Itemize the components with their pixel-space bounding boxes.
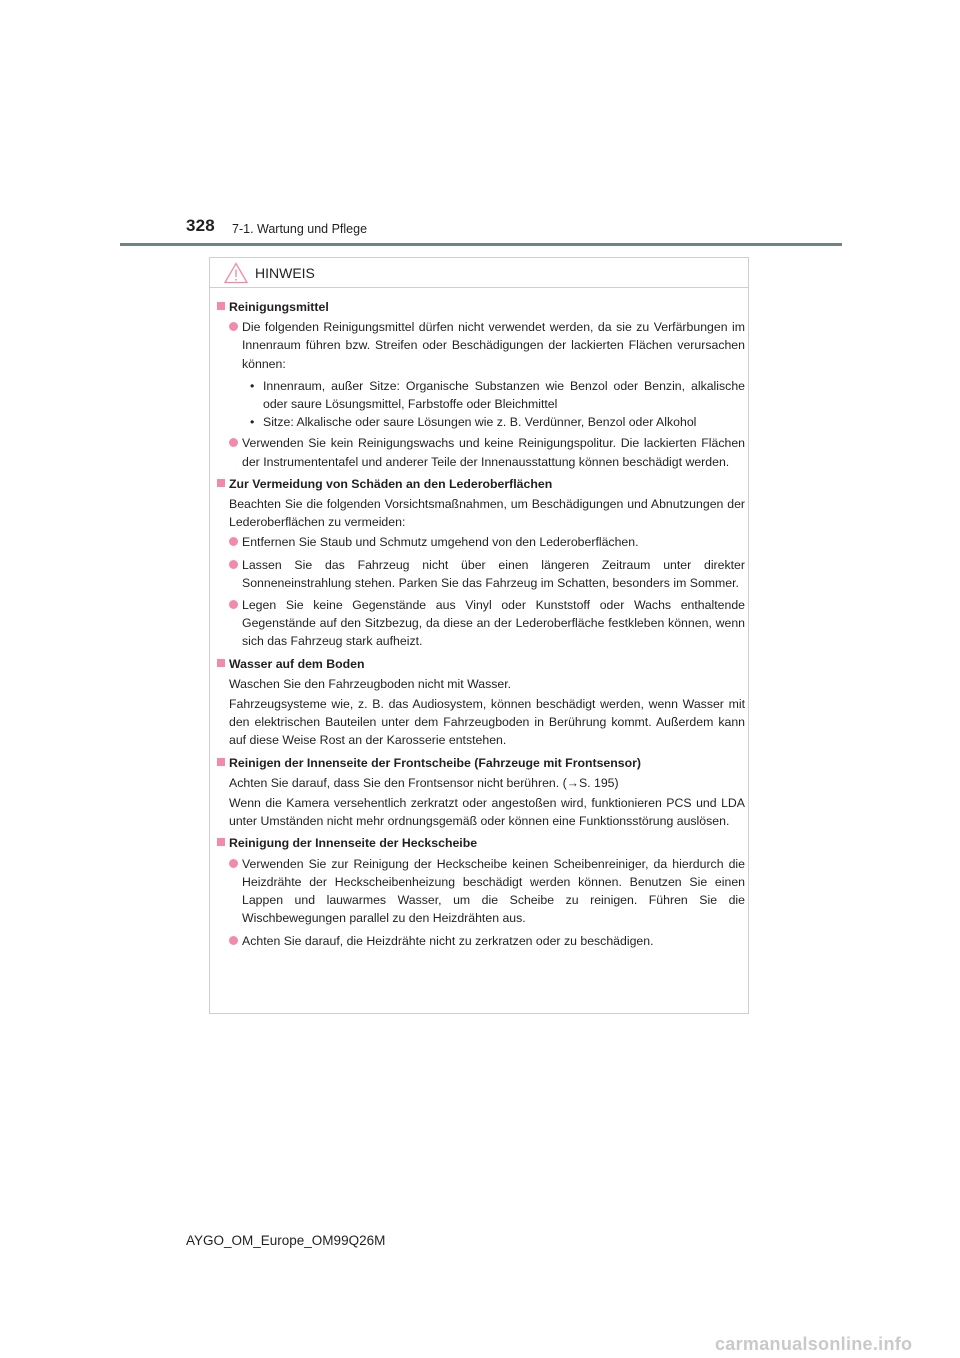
circle-bullet-icon [229, 560, 238, 569]
square-bullet-icon [217, 659, 225, 667]
section-heading-text: Reinigen der Innenseite der Frontscheibe (Fahrzeuge mit Frontsensor) [229, 755, 642, 770]
bullet-icon: • [250, 415, 255, 430]
section-heading-text: Reinigungsmittel [229, 300, 329, 314]
section-heading [217, 754, 745, 772]
bullet-icon: • [250, 378, 255, 393]
list-item-text: Die folgenden Reinigungsmittel dürfen nicht verwendet werden, da sie zu Verfärbungen im Innenraum führen bzw. Streifen oder Beschädigungen der lackierten Flächen verursachen können: [242, 320, 745, 371]
sub-list-item-text: Sitze: Alkalische oder saure Lösungen wie z. B. Verdünner, Benzol oder Alkohol [263, 415, 697, 430]
sub-list-item [217, 413, 745, 431]
list-item-text: Lassen Sie das Fahrzeug nicht über einen längeren Zeitraum unter direkter Sonneneinstrahlung stehen. Parken Sie das Fahrzeug im Schatten, besonders im Sommer. [242, 557, 745, 590]
sub-list-item [217, 377, 745, 413]
watermark: carmanualsonline.info [715, 1334, 913, 1354]
list-item [217, 932, 745, 950]
list-item [217, 556, 745, 592]
notice-header [210, 258, 748, 288]
list-item-text: Achten Sie darauf, die Heizdrähte nicht zu zerkratzen oder zu beschädigen. [242, 933, 654, 948]
notice-section [217, 834, 745, 949]
sub-list [217, 377, 745, 432]
warning-triangle-icon [224, 262, 248, 284]
list-item-text: Verwenden Sie kein Reinigungswachs und keine Reinigungspolitur. Die lackierten Flächen der Instrumententafel und anderer Teile der Innenausstattung können beschädigt werden. [242, 436, 745, 469]
header-rule [120, 243, 842, 246]
section-heading [217, 655, 745, 673]
sub-list-item-text: Innenraum, außer Sitze: Organische Substanzen wie Benzol oder Benzin, alkalische oder saure Lösungsmittel, Farbstoffe oder Bleichmittel [263, 378, 745, 412]
notice-section [217, 655, 745, 750]
square-bullet-icon [217, 479, 225, 487]
list-item [217, 318, 745, 373]
section-heading-text: Wasser auf dem Boden [229, 656, 365, 671]
section-paragraph: Fahrzeugsysteme wie, z. B. das Audiosystem, können beschädigt werden, wenn Wasser mit den elektrischen Bauteilen unter dem Fahrzeugboden in Berührung kommt. Außerdem kann auf diese Weise Rost an der Karosserie entstehen. [229, 697, 745, 748]
section-paragraph: Beachten Sie die folgenden Vorsichtsmaßnahmen, um Beschädigungen und Abnutzungen der Lederoberflächen zu vermeiden: [229, 497, 745, 530]
list-item [217, 855, 745, 928]
list-item [217, 596, 745, 651]
notice-title: HINWEIS [255, 265, 315, 281]
section-paragraph: Achten Sie darauf, dass Sie den Frontsensor nicht berühren. (→S. 195) [229, 775, 619, 790]
list-item-text: Legen Sie keine Gegenstände aus Vinyl oder Kunststoff oder Wachs enthaltende Gegenstände auf den Sitzbezug, da diese an der Lederoberfläche festkleben können, wenn sich das Fahrzeug stark aufheizt. [242, 598, 745, 649]
section-title: 7-1. Wartung und Pflege [232, 222, 368, 236]
list-item [217, 533, 745, 551]
circle-bullet-icon [229, 600, 238, 609]
section-heading [217, 834, 745, 852]
square-bullet-icon [217, 758, 225, 766]
section-heading [217, 475, 745, 493]
section-heading [217, 298, 745, 316]
circle-bullet-icon [229, 322, 238, 331]
circle-bullet-icon [229, 438, 238, 447]
section-heading-text: Reinigung der Innenseite der Heckscheibe [229, 836, 478, 851]
page-number: 328 [186, 216, 215, 235]
circle-bullet-icon [229, 537, 238, 546]
notice-section [217, 475, 745, 651]
circle-bullet-icon [229, 859, 238, 868]
list-item-text: Entfernen Sie Staub und Schmutz umgehend von den Lederoberflächen. [242, 535, 639, 550]
list-item [217, 434, 745, 470]
document-code: AYGO_OM_Europe_OM99Q26M [186, 1233, 386, 1248]
list-item-text: Verwenden Sie zur Reinigung der Heckscheibe keinen Scheibenreiniger, da hierdurch die Heizdrähte der Heckscheibenheizung beschädigt werden können. Benutzen Sie einen Lappen und lauwarmes Wasser, um die Scheibe zu reinigen. Führen Sie die Wischbewegungen parallel zu den Heizdrähten aus. [242, 856, 745, 926]
notice-section [217, 298, 745, 471]
section-paragraph: Waschen Sie den Fahrzeugboden nicht mit Wasser. [229, 676, 512, 691]
square-bullet-icon [217, 302, 225, 310]
notice-box [209, 257, 749, 1014]
notice-section [217, 754, 745, 831]
section-heading-text: Zur Vermeidung von Schäden an den Lederoberflächen [229, 476, 553, 491]
square-bullet-icon [217, 838, 225, 846]
circle-bullet-icon [229, 936, 238, 945]
notice-body [217, 298, 745, 954]
section-paragraph: Wenn die Kamera versehentlich zerkratzt oder angestoßen wird, funktionieren PCS und LDA unter Umständen nicht mehr ordnungsgemäß oder können eine Funktionsstörung auslösen. [229, 796, 745, 829]
